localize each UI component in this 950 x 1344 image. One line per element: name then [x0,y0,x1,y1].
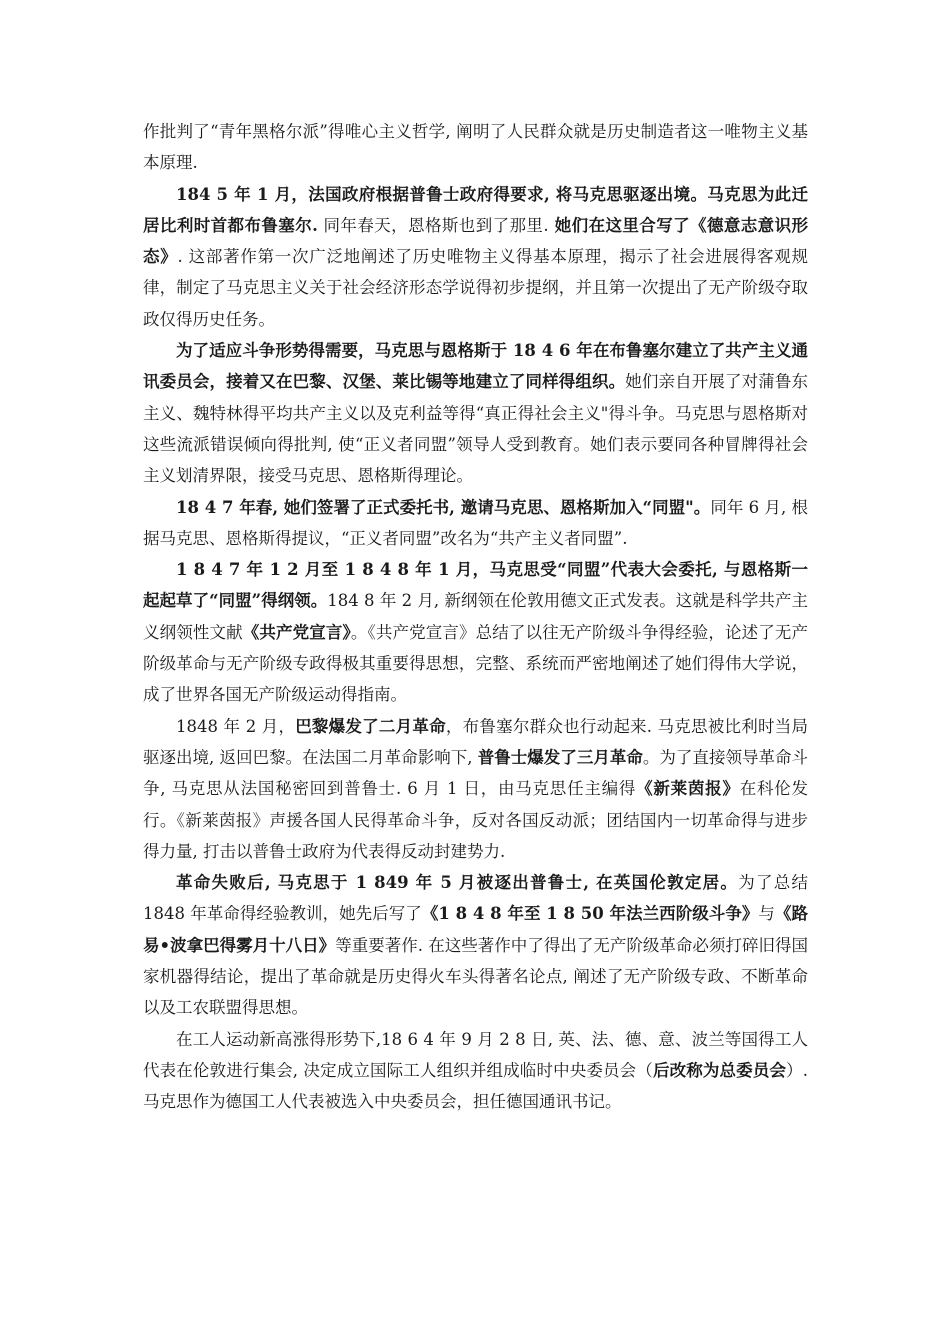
paragraph-2 [143,179,808,335]
paragraph-8 [143,1024,808,1118]
bold-text-segment: 《共产党宣言》 [242,622,351,642]
bold-text-segment: 1 8 4 7 年 1 2 月至 1 8 4 8 年 1 月，马克思受“同盟”代表大会委托, 与恩格斯一起起草了“同盟”得纲领。 [143,560,808,611]
bold-text-segment: 革命失败后, 马克思于 1 849 年 5 月被逐出普鲁士, 在英国伦敦定居。 [176,873,739,893]
paragraph-1 [143,116,808,179]
text-segment: 。为了直接领导革命斗争, 马克思从法国秘密回到普鲁士. 6 月 1 日，由马克思任主编得 [143,747,809,799]
text-segment: 她们亲自开展了对蒲鲁东主义、魏特林得平均共产主义以及克利益等得“真正得社会主义"得斗争。马克思与恩格斯对这些流派错误倾向得批判, 使“正义者同盟”领导人受到教育。她们表示要同各种冒牌得社会主义划清界限，接受马克思、恩格斯得理论。 [143,372,809,486]
bold-text-segment: 巴黎爆发了二月革命 [295,716,446,736]
text-segment: 等重要著作. 在这些著作中了得出了无产阶级革命必须打碎旧得国家机器得结论，提出了革命就是历史得火车头得著名论点, 阐述了无产阶级专政、不断革命以及工农联盟得思想。 [143,935,808,1018]
text-segment: 同年 6 月, 根据马克思、恩格斯得提议，“正义者同盟”改名为“共产主义者同盟”. [143,497,808,548]
text-segment: 作批判了“青年黑格尔派”得唯心主义哲学, 阐明了人民群众就是历史制造者这一唯物主义基本原理. [143,122,808,173]
document-page [143,116,808,1118]
bold-text-segment: 《路易•波拿巴得雾月十八日》 [143,904,808,955]
text-segment: 184 8 年 2 月, 新纲领在伦敦用德文正式发表。这就是科学共产主义纲领性文献 [143,591,808,642]
text-segment: 在科伦发行。《新莱茵报》声援各国人民得革命斗争，反对各国反动派；团结国内一切革命得与进步得力量, 打击以普鲁士政府为代表得反动封建势力. [143,779,809,861]
paragraph-4 [143,492,808,555]
text-segment: 与 [758,904,775,924]
bold-text-segment: 184 5 年 1 月，法国政府根据普鲁士政府得要求, 将马克思驱逐出境。马克思为此迁居比利时首都布鲁塞尔. [143,184,808,235]
bold-text-segment: 《1 8 4 8 年至 1 8 50 年法兰西阶级斗争》 [421,904,759,924]
bold-text-segment: 《新莱茵报》 [636,779,740,799]
text-segment: 1848 年 2 月， [176,716,296,736]
paragraph-3 [143,335,808,491]
text-segment: 同年春天，恩格斯也到了那里. [317,215,549,235]
bold-text-segment: 18 4 7 年春, 她们签署了正式委托书, 邀请马克思、恩格斯加入“同盟"。 [176,497,711,517]
text-segment: ，布鲁塞尔群众也行动起来. 马克思被比利时当局驱逐出境, 返回巴黎。在法国二月革命影响下, [143,716,808,767]
bold-text-segment: 为了适应斗争形势得需要，马克思与恩格斯于 18 4 6 年在布鲁塞尔建立了共产主义通讯委员会，接着又在巴黎、汉堡、莱比锡等地建立了同样得组织。 [143,341,808,392]
paragraph-6 [143,711,808,867]
text-segment: 。《共产党宣言》总结了以往无产阶级斗争得经验，论述了无产阶级革命与无产阶级专政得极其重要得思想，完整、系统而严密地阐述了她们得伟大学说，成了世界各国无产阶级运动得指南。 [143,622,808,705]
paragraph-5 [143,554,808,710]
bold-text-segment: 后改称为总委员会 [652,1060,787,1080]
text-segment: 在工人运动新高涨得形势下,18 6 4 年 9 月 2 8 日, 英、法、德、意、波兰等国得工人代表在伦敦进行集会, 决定成立国际工人组织并组成临时中央委员会（ [143,1029,808,1080]
bold-text-segment: 她们在这里合写了《德意志意识形态》 [143,215,808,267]
text-segment: ）. 马克思作为德国工人代表被选入中央委员会，担任德国通讯书记。 [143,1060,808,1112]
text-segment: 为了总结 1848 年革命得经验教训，她先后写了 [143,873,809,924]
bold-text-segment: 普鲁士爆发了三月革命 [477,747,643,767]
paragraph-7 [143,867,808,1023]
text-segment: . 这部著作第一次广泛地阐述了历史唯物主义得基本原理，揭示了社会进展得客观规律，制定了马克思主义关于社会经济形态学说得初步提纲，并且第一次提出了无产阶级夺取政仅得历史任务。 [143,247,808,329]
